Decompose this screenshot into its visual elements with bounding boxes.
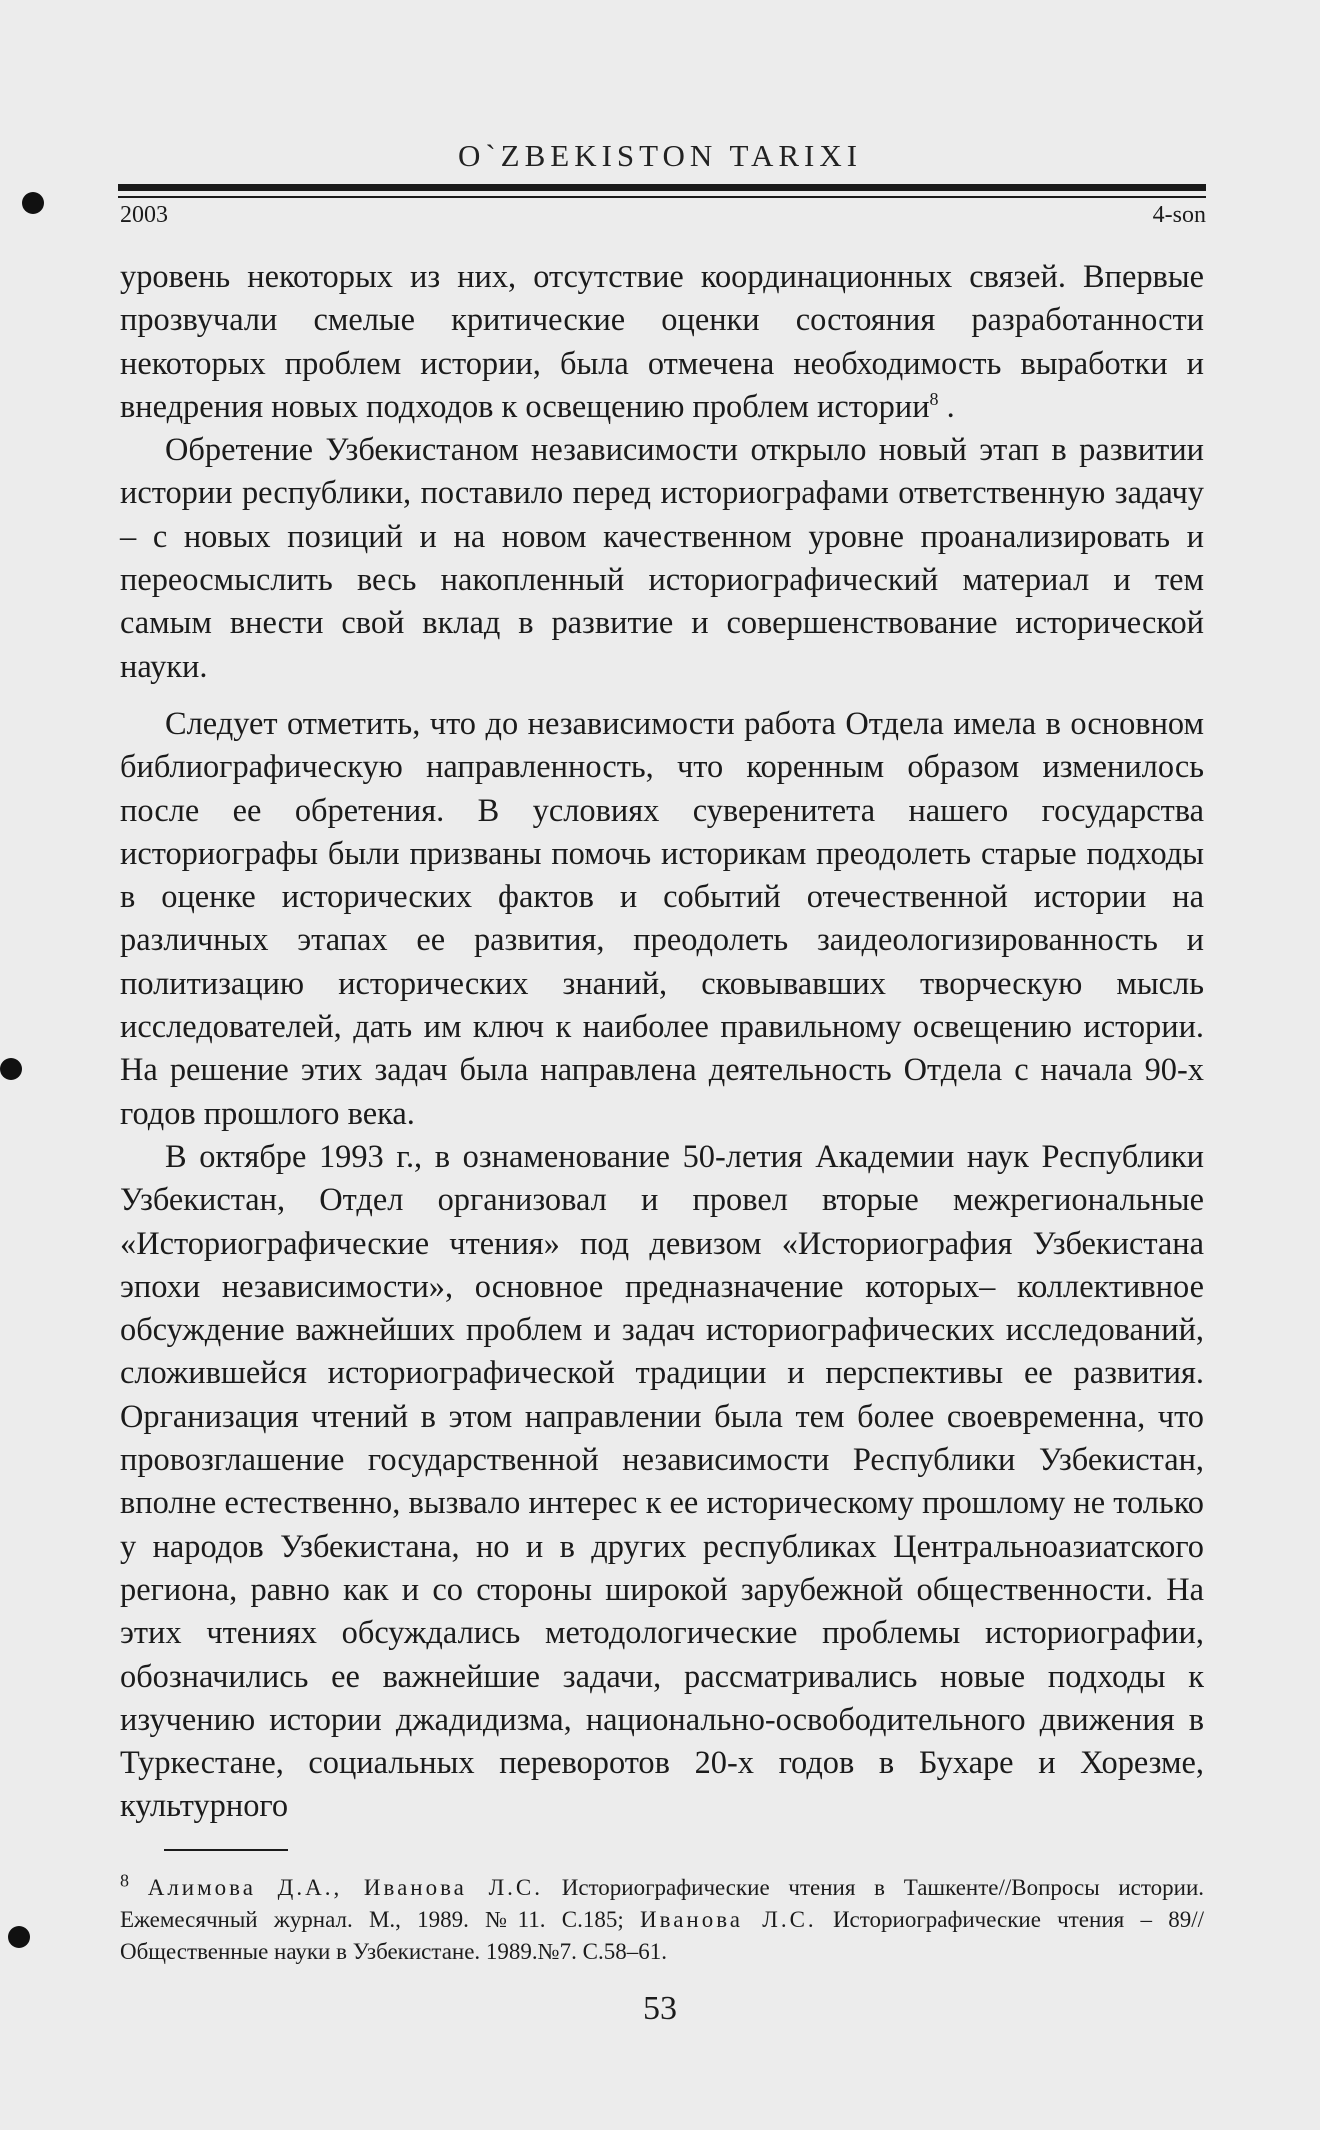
paragraph: Обретение Узбекистаном независимости открыло новый этап в развитии истории республики, поставило перед историографами ответственную задачу – с новых позиций и на новом качественном уровне проанализировать и переосмыслить весь накопленный историографический материал и тем самым внести свой вклад в развитие и совершенствование исторической науки.: [120, 432, 1204, 685]
footnote-author: Алимова Д.А., Иванова Л.С.: [147, 1875, 544, 1900]
page-number: 53: [643, 1990, 677, 2027]
paragraph: [120, 256, 1204, 429]
punch-hole: [8, 1926, 30, 1948]
footnote: [120, 1872, 1204, 1968]
article-body: [120, 256, 1204, 1829]
header-rule: [118, 184, 1206, 191]
punch-hole: [0, 1058, 22, 1080]
footnote-ref: 8: [929, 389, 939, 410]
header-year: 2003: [120, 202, 168, 228]
paragraph: В октябре 1993 г., в ознаменование 50-летия Академии наук Республики Узбекистан, Отдел организовал и провел вторые межрегиональные «Историографические чтения» под девизом «Историография Узбекистана эпохи независимости», основное предназначение которых– коллективное обсуждение важнейших проблем и задач историографических исследований, сложившейся историографической традиции и перспективы ее развития. Организация чтений в этом направлении была тем более своевременна, что провозглашение государственной независимости Республики Узбекистан, вполне естественно, вызвало интерес к ее историческому прошлому не только у народов Узбекистана, но и в других республиках Центральноазиатского региона, равно как и со стороны широкой зарубежной общественности. На этих чтениях обсуждались методологические проблемы историографии, обозначились ее важнейшие задачи, рассматривались новые подходы к изучению истории джадидизма, национально-освободительного движения в Туркестане, социальных переворотов 20-х годов в Бухаре и Хорезме, культурного: [120, 1138, 1204, 1825]
header-rule-thin: [118, 196, 1206, 198]
paragraph-end: .: [938, 388, 955, 425]
punch-hole: [22, 192, 44, 214]
footnote-text: Историографические чтения – 89//Общественные науки в Узбекистане. 1989.№7. С.58–61.: [120, 1907, 1205, 1964]
paragraph-text: уровень некоторых из них, отсутствие координационных связей. Впервые прозвучали смелые критические оценки состояния разработанности некоторых проблем истории, была отмечена необходимость выработки и внедрения новых подходов к освещению проблем истории: [120, 259, 1204, 425]
footnote-author: Иванова Л.С.: [640, 1907, 817, 1932]
header-issue: 4-son: [1152, 202, 1206, 228]
footnote-text: Историографические чтения в Ташкенте//Вопросы истории. Ежемесячный журнал. М., 1989. №11. С.185;: [120, 1875, 1205, 1932]
paragraph: Следует отметить, что до независимости работа Отдела имела в основном библиографическую направленность, что коренным образом изменилось после ее обретения. В условиях суверенитета нашего государства историографы были призваны помочь историкам преодолеть старые подходы в оценке исторических фактов и событий отечественной истории на различных этапах ее развития, преодолеть заидеологизированность и политизацию исторических знаний, сковывавших творческую мысль исследователей, дать им ключ к наиболее правильному освещению истории. На решение этих задач была направлена деятельность Отдела с начала 90-х годов прошлого века.: [120, 705, 1204, 1132]
footnote-separator: [164, 1849, 288, 1851]
journal-title: O`ZBEKISTON TARIXI: [457, 138, 863, 173]
footnote-number: 8: [120, 1870, 129, 1891]
